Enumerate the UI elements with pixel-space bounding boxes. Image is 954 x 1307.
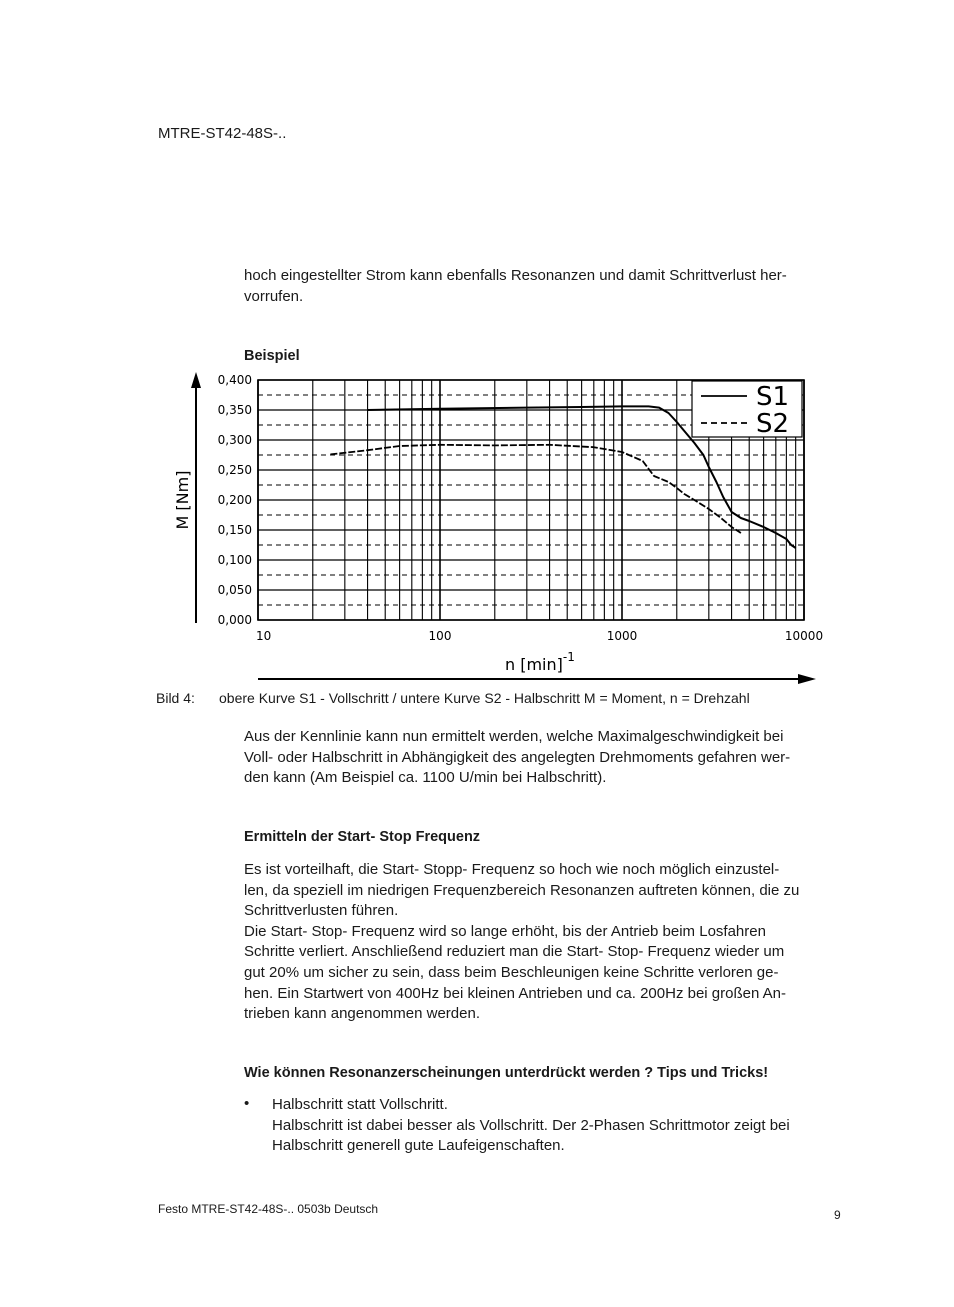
explanation-line-1: Aus der Kennlinie kann nun ermittelt werden, welche Maximalgeschwindigkeit bei <box>244 728 784 745</box>
resonance-tips-heading: Wie können Resonanzerscheinungen unterdrückt werden ? Tips und Tricks! <box>244 1065 769 1081</box>
bullet-line: Halbschritt statt Vollschritt. <box>272 1096 448 1113</box>
figure-caption-label: Bild 4: <box>156 690 195 706</box>
explanation-line-3: den kann (Am Beispiel ca. 1100 U/min bei Halbschritt). <box>244 769 607 787</box>
bullet-line: Halbschritt ist dabei besser als Vollschritt. Der 2-Phasen Schrittmotor zeigt bei <box>272 1116 790 1134</box>
y-tick-label: 0,250 <box>217 463 252 477</box>
x-tick-labels <box>256 629 823 643</box>
start-stop-paragraph <box>244 860 844 1025</box>
y-tick-label: 0,350 <box>217 403 252 417</box>
intro-line-1: hoch eingestellter Strom kann ebenfalls Resonanzen und damit Schrittverlust her- <box>244 267 787 284</box>
figure-caption-text: obere Kurve S1 - Vollschritt / untere Kurve S2 - Halbschritt M = Moment, n = Drehzahl <box>219 690 750 706</box>
intro-line-2: vorrufen. <box>244 287 304 305</box>
start-stop-line: Die Start- Stop- Frequenz wird so lange erhöht, bis der Antrieb beim Losfahren <box>244 922 766 940</box>
y-tick-label: 0,000 <box>217 613 252 627</box>
explanation-line-2: Voll- oder Halbschritt in Abhängigkeit des angelegten Drehmoments gefahren wer- <box>244 748 791 766</box>
document-header: MTRE-ST42-48S-.. <box>158 125 287 142</box>
x-axis-arrowhead <box>798 674 816 684</box>
start-stop-line: trieben kann angenommen werden. <box>244 1005 480 1023</box>
start-stop-line: Es ist vorteilhaft, die Start- Stopp- Frequenz so hoch wie noch möglich einzustel- <box>244 861 780 878</box>
y-tick-label: 0,150 <box>217 523 252 537</box>
x-axis-label-main: n [min] <box>505 655 563 674</box>
page-number: 9 <box>834 1208 841 1222</box>
legend-s2-label: S2 <box>756 409 790 439</box>
intro-paragraph <box>244 266 844 307</box>
x-tick-label: 10000 <box>784 629 824 643</box>
x-tick-label: 10 <box>256 629 272 643</box>
legend-s1-label: S1 <box>756 382 790 412</box>
y-tick-label: 0,300 <box>217 433 252 447</box>
y-tick-label: 0,050 <box>217 583 252 597</box>
y-axis-label: M [Nm] <box>173 470 192 530</box>
start-stop-line: Schritte verliert. Anschließend reduziert man die Start- Stop- Frequenz wieder um <box>244 943 785 961</box>
series-line-s2 <box>330 445 741 533</box>
x-axis-label-exponent: -1 <box>562 650 575 664</box>
footer-document-id: Festo MTRE-ST42-48S-.. 0503b Deutsch <box>158 1202 379 1216</box>
y-axis-arrowhead <box>191 372 201 388</box>
x-axis-label <box>505 650 575 674</box>
y-tick-label: 0,400 <box>217 373 252 387</box>
bullet-marker: • <box>244 1095 250 1112</box>
start-stop-line: len, da speziell im niedrigen Frequenzbereich Resonanzen auftreten können, die zu <box>244 881 800 899</box>
y-tick-label: 0,100 <box>217 553 252 567</box>
bullet-line: Halbschritt generell gute Laufeigenschaften. <box>272 1137 565 1155</box>
explanation-paragraph <box>244 727 844 789</box>
start-stop-line: gut 20% um sicher zu sein, dass beim Beschleunigen keine Schritte verloren ge- <box>244 963 779 981</box>
bullet-item <box>272 1095 847 1157</box>
y-tick-label: 0,200 <box>217 493 252 507</box>
start-stop-line: Schrittverlusten führen. <box>244 902 399 920</box>
start-stop-line: hen. Ein Startwert von 400Hz bei kleinen Antrieben und ca. 200Hz bei großen An- <box>244 984 786 1002</box>
example-heading: Beispiel <box>244 348 300 364</box>
x-tick-label: 100 <box>428 629 452 643</box>
torque-speed-chart <box>150 368 840 688</box>
legend <box>692 381 802 439</box>
x-tick-label: 1000 <box>606 629 638 643</box>
y-tick-labels <box>218 373 252 627</box>
start-stop-heading: Ermitteln der Start- Stop Frequenz <box>244 829 481 845</box>
